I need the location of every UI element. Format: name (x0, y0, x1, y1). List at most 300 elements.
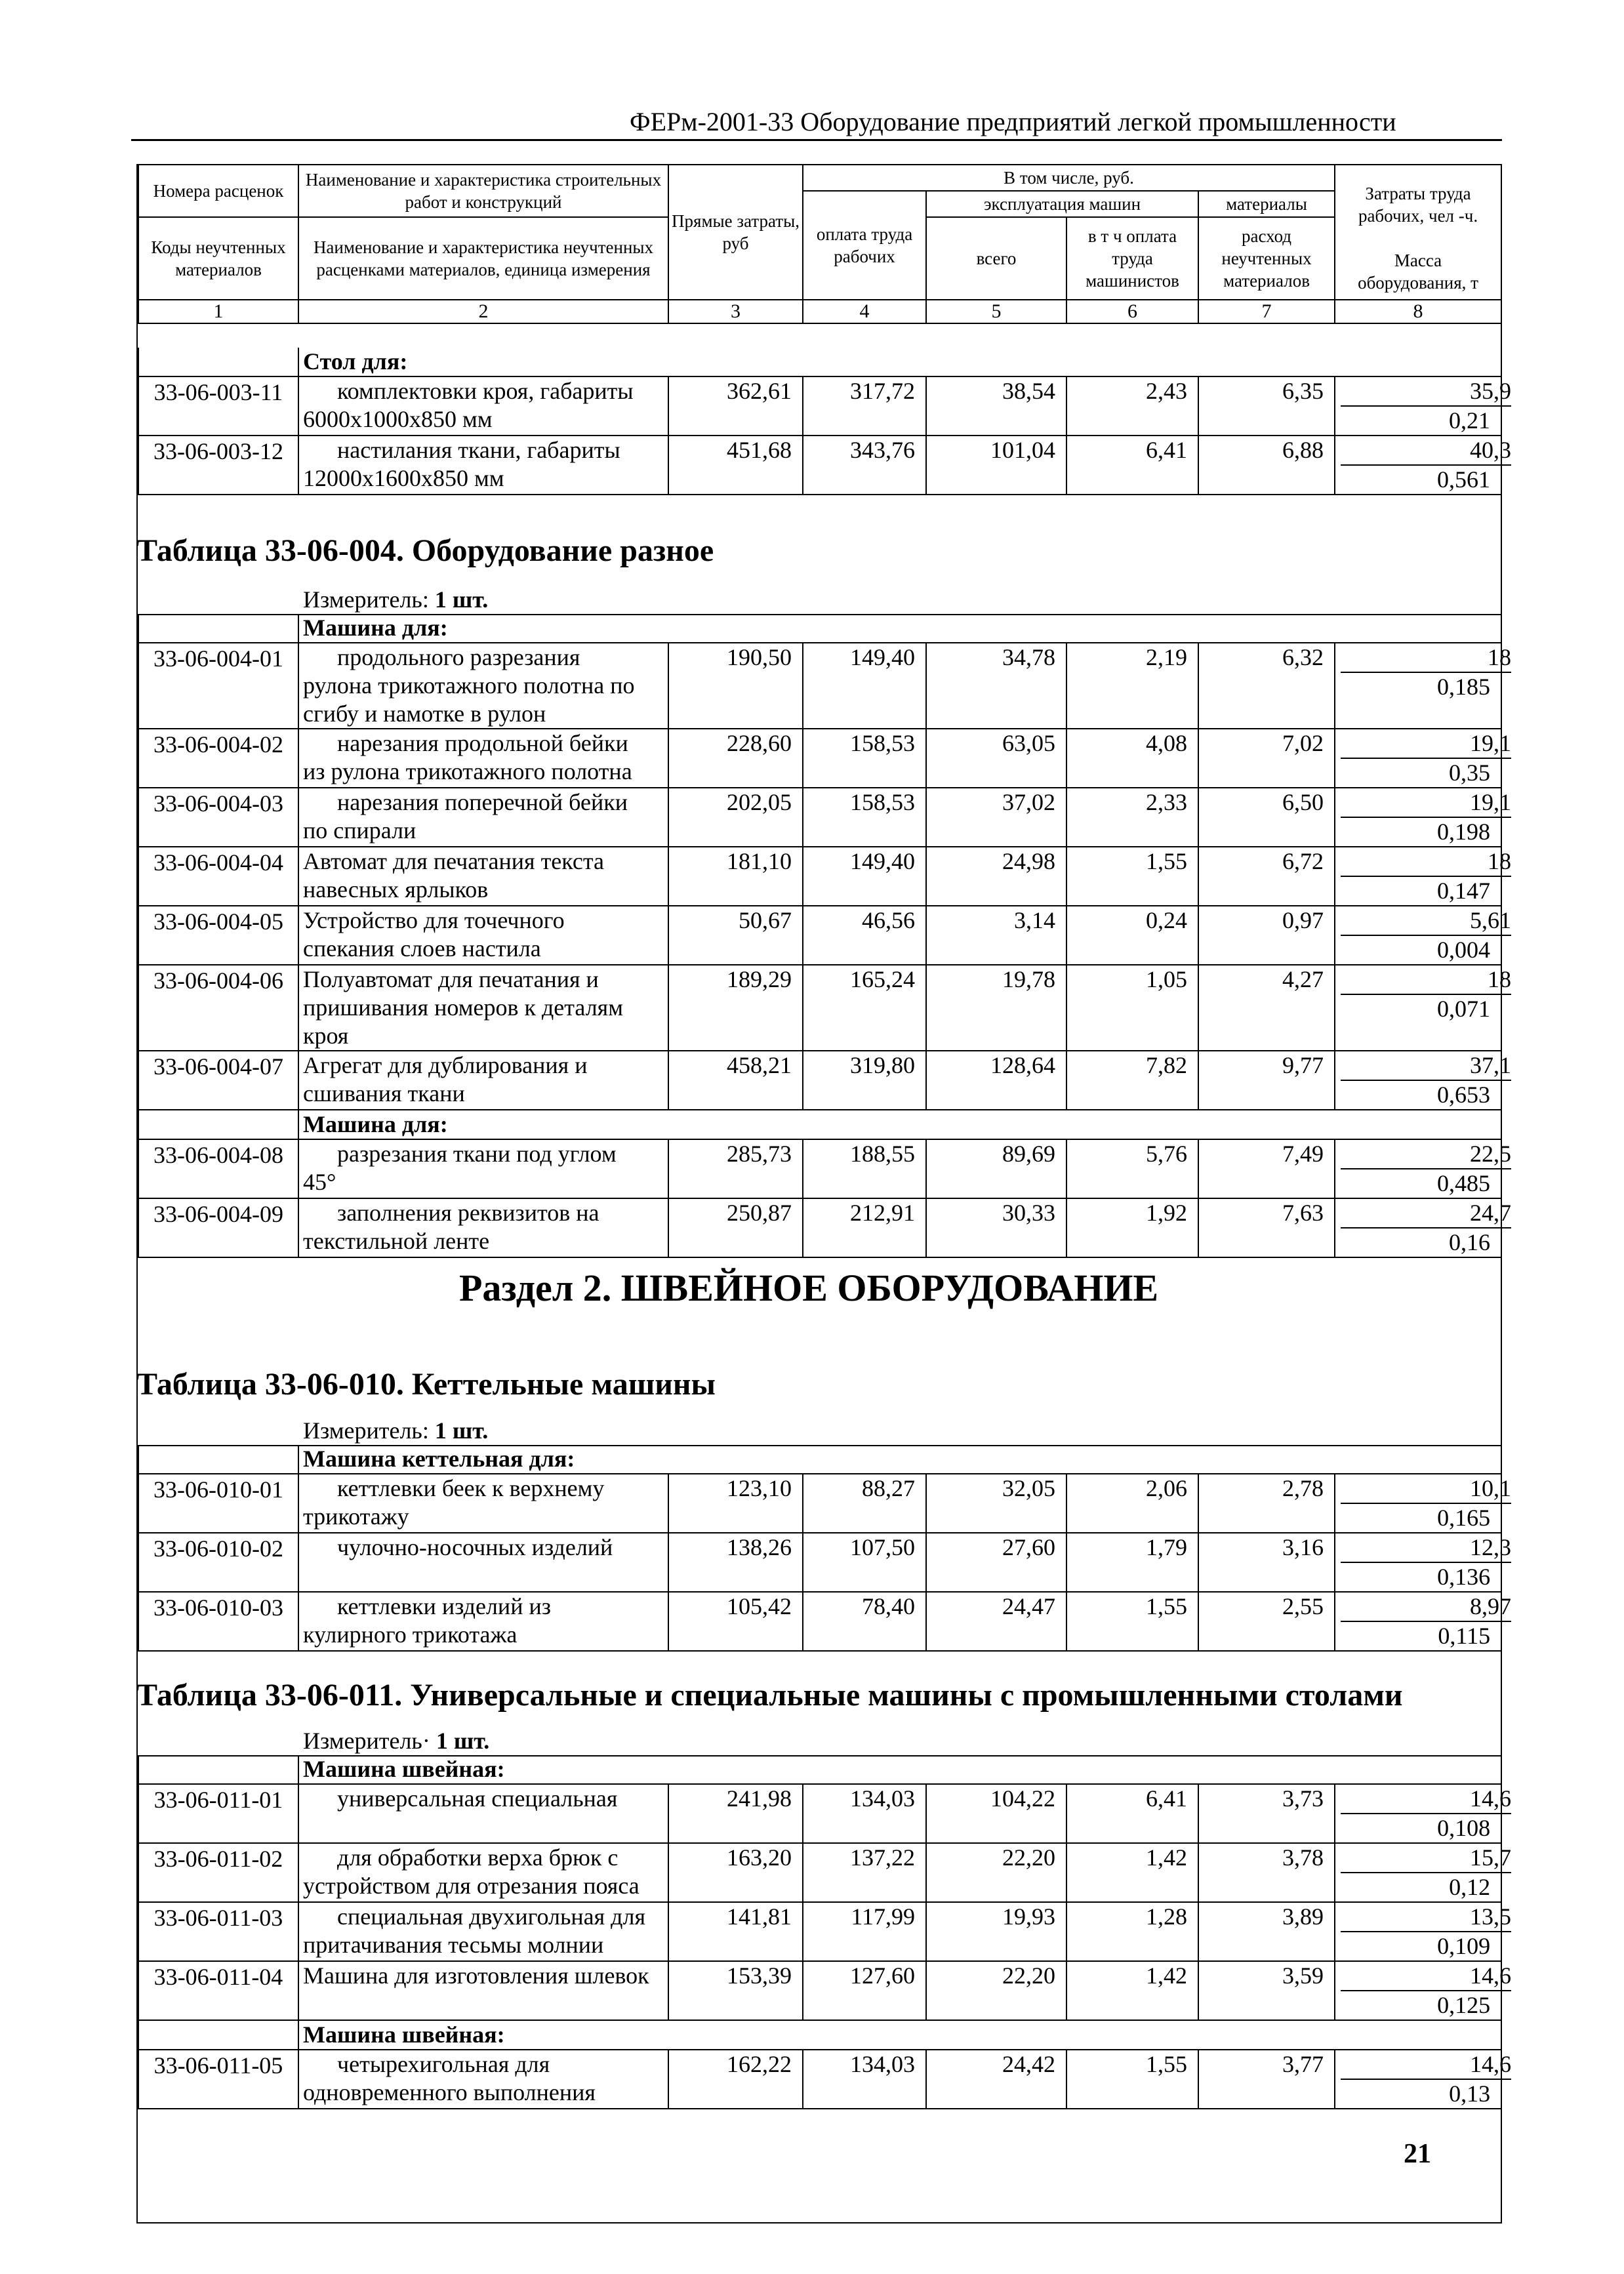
labor-costs: 5,61 (1341, 906, 1511, 936)
labor-and-mass (1335, 2050, 1511, 2109)
equipment-mass: 0,485 (1437, 1170, 1491, 1196)
work-description (298, 376, 668, 436)
description-line-2: из рулона трикотажного полотна (303, 758, 632, 784)
table-010-measure (303, 1417, 488, 1444)
direct-costs: 162,22 (668, 2050, 803, 2109)
header-direct-costs: Прямые затраты, руб (668, 165, 803, 300)
worker-pay: 343,76 (803, 436, 926, 495)
material-use: 0,97 (1198, 906, 1335, 965)
labor-costs: 8,97 (1341, 1593, 1511, 1622)
description-line-2: сшивания ткани (303, 1080, 465, 1107)
operator-pay: 2,19 (1066, 643, 1198, 729)
labor-costs: 40,3 (1341, 436, 1511, 466)
direct-costs: 362,61 (668, 376, 803, 436)
labor-and-mass (1335, 1961, 1511, 2020)
description-line-3: сгибу и намотке в рулон (303, 700, 546, 727)
measure-value: 1 шт. (434, 586, 489, 613)
work-description (298, 1592, 668, 1651)
rate-code: 33-06-011-05 (138, 2050, 298, 2109)
machines-total: 27,60 (926, 1533, 1066, 1592)
header-materials: материалы (1198, 191, 1335, 217)
page-number: 21 (1404, 2139, 1431, 2169)
work-description (298, 847, 668, 906)
header-colnum-4: 4 (803, 300, 926, 323)
operator-pay: 1,79 (1066, 1533, 1198, 1592)
material-use: 7,49 (1198, 1139, 1335, 1198)
labor-and-mass (1335, 1051, 1511, 1110)
rate-code: 33-06-004-05 (138, 906, 298, 965)
equipment-mass: 0,198 (1437, 819, 1491, 845)
table-011-measure (303, 1727, 489, 1755)
equipment-mass: 0,165 (1437, 1505, 1491, 1531)
material-use: 3,77 (1198, 2050, 1335, 2109)
table-004-title: Таблица 33-06-004. Оборудование разное (136, 533, 714, 568)
labor-costs: 35,9 (1341, 377, 1511, 407)
equipment-mass: 0,125 (1437, 1992, 1491, 2018)
material-use: 9,77 (1198, 1051, 1335, 1110)
rate-code: 33-06-004-04 (138, 847, 298, 906)
labor-costs: 22,5 (1341, 1140, 1511, 1169)
subheader-row (138, 614, 1501, 643)
rate-code: 33-06-003-11 (138, 376, 298, 436)
machines-total: 128,64 (926, 1051, 1066, 1110)
table-block-1 (138, 348, 1511, 495)
direct-costs: 458,21 (668, 1051, 803, 1110)
labor-and-mass (1335, 1474, 1511, 1533)
description-line-2: устройством для отрезания пояса (303, 1873, 639, 1899)
operator-pay: 1,28 (1066, 1902, 1198, 1961)
header-name-top: Наименование и характеристика строительных работ и конструкций (298, 165, 668, 217)
operator-pay: 2,06 (1066, 1474, 1198, 1533)
rate-code: 33-06-004-01 (138, 643, 298, 729)
equipment-mass: 0,004 (1437, 937, 1491, 963)
description-line-2: 6000х1000х850 мм (303, 406, 493, 432)
description-line-1: разрезания ткани под углом (337, 1141, 617, 1167)
worker-pay: 212,91 (803, 1198, 926, 1257)
work-description (298, 2050, 668, 2109)
worker-pay: 188,55 (803, 1139, 926, 1198)
labor-costs: 10,1 (1341, 1474, 1511, 1504)
blank-cell (138, 1110, 298, 1139)
description-line-1: Полуавтомат для печатания и (303, 966, 599, 992)
table-row (138, 847, 1501, 906)
work-description (298, 1843, 668, 1902)
table-row (138, 1198, 1501, 1257)
worker-pay: 165,24 (803, 965, 926, 1051)
measure-label: Измеритель· (303, 1728, 430, 1754)
labor-and-mass (1335, 906, 1511, 965)
direct-costs: 141,81 (668, 1902, 803, 1961)
worker-pay: 46,56 (803, 906, 926, 965)
table-row (138, 1592, 1501, 1651)
table-row (138, 1533, 1501, 1592)
measure-label: Измеритель: (303, 586, 429, 613)
blank-cell (138, 2020, 298, 2050)
direct-costs: 241,98 (668, 1784, 803, 1843)
operator-pay: 4,08 (1066, 729, 1198, 788)
equipment-mass: 0,147 (1437, 878, 1491, 904)
worker-pay: 158,53 (803, 788, 926, 847)
material-use: 3,78 (1198, 1843, 1335, 1902)
table-row (138, 643, 1501, 729)
description-line-2: трикотажу (303, 1503, 409, 1530)
equipment-mass: 0,653 (1437, 1082, 1491, 1108)
subheader-row (138, 348, 1501, 376)
worker-pay: 127,60 (803, 1961, 926, 2020)
work-description (298, 1139, 668, 1198)
equipment-mass: 0,16 (1449, 1229, 1491, 1255)
operator-pay: 6,41 (1066, 436, 1198, 495)
subheader-row (138, 2020, 1501, 2050)
table-row (138, 1784, 1501, 1843)
description-line-2: кулирного трикотажа (303, 1621, 518, 1648)
header-colnum-1: 1 (138, 300, 298, 323)
description-line-2: спекания слоев настила (303, 935, 541, 962)
table-010-title: Таблица 33-06-010. Кеттельные машины (136, 1367, 716, 1402)
table-row (138, 1961, 1501, 2020)
worker-pay: 78,40 (803, 1592, 926, 1651)
header-machines: эксплуатация машин (926, 191, 1198, 217)
description-line-2: пришивания номеров к деталям (303, 994, 624, 1021)
table-004-measure (303, 586, 488, 613)
work-description (298, 1961, 668, 2020)
rate-code: 33-06-004-07 (138, 1051, 298, 1110)
rate-code: 33-06-003-12 (138, 436, 298, 495)
subheader-label: Машина швейная: (298, 1755, 1501, 1784)
description-line-1: нарезания поперечной бейки (337, 789, 628, 815)
work-description (298, 729, 668, 788)
header-machines-total: всего (926, 217, 1066, 300)
header-colnum-8: 8 (1335, 300, 1501, 323)
description-line-2: 45° (303, 1169, 336, 1195)
direct-costs: 163,20 (668, 1843, 803, 1902)
header-labor-costs: Затраты труда рабочих, чел -ч. (1335, 165, 1501, 243)
description-line-1: четырехигольная для (337, 2051, 550, 2077)
machines-total: 34,78 (926, 643, 1066, 729)
rate-code: 33-06-011-04 (138, 1961, 298, 2020)
subheader-row (138, 1755, 1501, 1784)
blank-cell (138, 1755, 298, 1784)
machines-total: 19,93 (926, 1902, 1066, 1961)
title-rule (131, 139, 1502, 141)
labor-costs: 13,5 (1341, 1903, 1511, 1932)
direct-costs: 190,50 (668, 643, 803, 729)
labor-and-mass (1335, 1198, 1511, 1257)
header-operator-pay: в т ч оплата труда машинистов (1066, 217, 1198, 300)
operator-pay: 1,05 (1066, 965, 1198, 1051)
material-use: 7,63 (1198, 1198, 1335, 1257)
table-row (138, 1474, 1501, 1533)
machines-total: 32,05 (926, 1474, 1066, 1533)
subheader-label: Машина для: (298, 614, 1501, 643)
header-name-bottom: Наименование и характеристика неучтенных расценками материалов, единица измерения (298, 217, 668, 300)
section-title: Раздел 2. ШВЕЙНОЕ ОБОРУДОВАНИЕ (459, 1267, 1159, 1309)
labor-costs: 19,1 (1341, 729, 1511, 759)
material-use: 3,16 (1198, 1533, 1335, 1592)
description-line-1: кеттлевки беек к верхнему (337, 1475, 605, 1501)
description-line-1: кеттлевки изделий из (337, 1593, 551, 1619)
measure-value: 1 шт. (436, 1728, 490, 1754)
machines-total: 24,98 (926, 847, 1066, 906)
worker-pay: 149,40 (803, 643, 926, 729)
header-colnum-7: 7 (1198, 300, 1335, 323)
labor-and-mass (1335, 1139, 1511, 1198)
machines-total: 63,05 (926, 729, 1066, 788)
machines-total: 3,14 (926, 906, 1066, 965)
blank-cell (138, 1445, 298, 1474)
operator-pay: 6,41 (1066, 1784, 1198, 1843)
table-row (138, 1139, 1501, 1198)
rate-code: 33-06-004-03 (138, 788, 298, 847)
labor-and-mass (1335, 436, 1511, 495)
rate-code: 33-06-011-03 (138, 1902, 298, 1961)
labor-costs: 14,6 (1341, 1962, 1511, 1991)
labor-costs: 37,1 (1341, 1051, 1511, 1081)
labor-costs: 24,7 (1341, 1199, 1511, 1228)
description-line-1: настилания ткани, габариты (337, 437, 620, 463)
equipment-mass: 0,115 (1438, 1623, 1491, 1649)
operator-pay: 2,33 (1066, 788, 1198, 847)
description-line-1: для обработки верха брюк с (337, 1844, 619, 1871)
material-use: 3,89 (1198, 1902, 1335, 1961)
rate-code: 33-06-004-06 (138, 965, 298, 1051)
table-row (138, 906, 1501, 965)
direct-costs: 189,29 (668, 965, 803, 1051)
material-use: 4,27 (1198, 965, 1335, 1051)
material-use: 6,50 (1198, 788, 1335, 847)
subheader-label: Машина кеттельная для: (298, 1445, 1501, 1474)
header-worker-pay: оплата труда рабочих (803, 191, 926, 300)
header-colnum-6: 6 (1066, 300, 1198, 323)
subheader-row (138, 1445, 1501, 1474)
rate-code: 33-06-004-09 (138, 1198, 298, 1257)
labor-costs: 19,1 (1341, 788, 1511, 818)
work-description (298, 436, 668, 495)
work-description (298, 643, 668, 729)
description-line-1: продольного разрезания (337, 644, 580, 670)
table-011-title: Таблица 33-06-011. Универсальные и специальные машины с промышленными столами (136, 1678, 1403, 1713)
description-line-2: текстильной ленте (303, 1228, 490, 1254)
material-use: 2,78 (1198, 1474, 1335, 1533)
equipment-mass: 0,185 (1437, 674, 1491, 700)
machines-total: 22,20 (926, 1961, 1066, 2020)
description-line-1: универсальная специальная (337, 1785, 618, 1812)
description-line-1: Агрегат для дублирования и (303, 1052, 588, 1078)
description-line-1: Машина для изготовления шлевок (303, 1962, 649, 1989)
description-line-2: навесных ярлыков (303, 876, 489, 903)
measure-label: Измеритель: (303, 1417, 429, 1444)
header-codes-bottom: Коды неучтенных материалов (138, 217, 298, 300)
description-line-3: кроя (303, 1023, 349, 1049)
operator-pay: 1,42 (1066, 1961, 1198, 2020)
labor-costs: 15,7 (1341, 1844, 1511, 1873)
worker-pay: 158,53 (803, 729, 926, 788)
machines-total: 24,47 (926, 1592, 1066, 1651)
worker-pay: 134,03 (803, 1784, 926, 1843)
direct-costs: 138,26 (668, 1533, 803, 1592)
rate-code: 33-06-004-08 (138, 1139, 298, 1198)
subheader-label: Машина швейная: (298, 2020, 1501, 2050)
table-row (138, 1843, 1501, 1902)
operator-pay: 0,24 (1066, 906, 1198, 965)
header-equipment-mass: Масса оборудования, т (1335, 243, 1501, 300)
table-010 (138, 1445, 1511, 1652)
direct-costs: 50,67 (668, 906, 803, 965)
rate-code: 33-06-004-02 (138, 729, 298, 788)
material-use: 2,55 (1198, 1592, 1335, 1651)
description-line-1: нарезания продольной бейки (337, 730, 628, 756)
direct-costs: 285,73 (668, 1139, 803, 1198)
material-use: 3,73 (1198, 1784, 1335, 1843)
material-use: 6,32 (1198, 643, 1335, 729)
header-colnum-2: 2 (298, 300, 668, 323)
work-description (298, 1051, 668, 1110)
material-use: 7,02 (1198, 729, 1335, 788)
table-004 (138, 614, 1511, 1258)
operator-pay: 1,55 (1066, 2050, 1198, 2109)
machines-total: 104,22 (926, 1784, 1066, 1843)
operator-pay: 7,82 (1066, 1051, 1198, 1110)
labor-and-mass (1335, 1843, 1511, 1902)
labor-and-mass (1335, 1533, 1511, 1592)
work-description (298, 1784, 668, 1843)
labor-and-mass (1335, 788, 1511, 847)
blank-cell (138, 348, 298, 376)
description-line-2: одновременного выполнения (303, 2079, 596, 2105)
work-description (298, 788, 668, 847)
description-line-1: заполнения реквизитов на (337, 1200, 599, 1226)
header-colnum-3: 3 (668, 300, 803, 323)
direct-costs: 105,42 (668, 1592, 803, 1651)
subheader-row (138, 1110, 1501, 1139)
table-row (138, 729, 1501, 788)
labor-and-mass (1335, 729, 1511, 788)
work-description (298, 1533, 668, 1592)
table-row (138, 965, 1501, 1051)
direct-costs: 153,39 (668, 1961, 803, 2020)
header-codes-top: Номера расценок (138, 165, 298, 217)
rate-code: 33-06-011-01 (138, 1784, 298, 1843)
direct-costs: 181,10 (668, 847, 803, 906)
worker-pay: 317,72 (803, 376, 926, 436)
description-line-1: комплектовки кроя, габариты (337, 378, 634, 404)
operator-pay: 1,55 (1066, 847, 1198, 906)
subheader-label: Стол для: (298, 348, 1501, 376)
work-description (298, 965, 668, 1051)
machines-total: 101,04 (926, 436, 1066, 495)
subheader-label: Машина для: (298, 1110, 1501, 1139)
description-line-2: 12000х1600х850 мм (303, 465, 504, 491)
rate-code: 33-06-011-02 (138, 1843, 298, 1902)
operator-pay: 1,55 (1066, 1592, 1198, 1651)
equipment-mass: 0,109 (1437, 1933, 1491, 1959)
machines-total: 19,78 (926, 965, 1066, 1051)
rate-code: 33-06-010-03 (138, 1592, 298, 1651)
table-011 (138, 1755, 1511, 2109)
labor-costs: 14,6 (1341, 1785, 1511, 1814)
equipment-mass: 0,12 (1449, 1874, 1491, 1900)
description-line-1: Автомат для печатания текста (303, 848, 604, 874)
equipment-mass: 0,108 (1437, 1815, 1491, 1841)
direct-costs: 228,60 (668, 729, 803, 788)
equipment-mass: 0,136 (1437, 1564, 1491, 1590)
equipment-mass: 0,21 (1449, 407, 1490, 434)
description-line-2: по спирали (303, 817, 416, 843)
description-line-1: чулочно-носочных изделий (337, 1534, 613, 1560)
labor-costs: 18 (1341, 965, 1511, 995)
header-colnum-5: 5 (926, 300, 1066, 323)
labor-costs: 12,3 (1341, 1533, 1511, 1563)
description-line-2: притачивания тесьмы молнии (303, 1932, 604, 1958)
measure-value: 1 шт. (434, 1417, 489, 1444)
material-use: 6,72 (1198, 847, 1335, 906)
labor-costs: 14,6 (1341, 2050, 1511, 2080)
table-row (138, 788, 1501, 847)
table-row (138, 1051, 1501, 1110)
machines-total: 30,33 (926, 1198, 1066, 1257)
machines-total: 89,69 (926, 1139, 1066, 1198)
material-use: 6,35 (1198, 376, 1335, 436)
labor-and-mass (1335, 376, 1511, 436)
machines-total: 22,20 (926, 1843, 1066, 1902)
header-material-use: расход неучтенных материалов (1198, 217, 1335, 300)
labor-and-mass (1335, 1592, 1511, 1651)
labor-and-mass (1335, 1784, 1511, 1843)
equipment-mass: 0,071 (1437, 996, 1491, 1022)
operator-pay: 1,92 (1066, 1198, 1198, 1257)
machines-total: 37,02 (926, 788, 1066, 847)
equipment-mass: 0,35 (1449, 760, 1491, 786)
rate-code: 33-06-010-01 (138, 1474, 298, 1533)
operator-pay: 5,76 (1066, 1139, 1198, 1198)
work-description (298, 1474, 668, 1533)
description-line-1: специальная двухигольная для (337, 1903, 646, 1930)
work-description (298, 906, 668, 965)
labor-and-mass (1335, 1902, 1511, 1961)
direct-costs: 451,68 (668, 436, 803, 495)
table-header (138, 164, 1502, 324)
direct-costs: 250,87 (668, 1198, 803, 1257)
table-row (138, 436, 1501, 495)
equipment-mass: 0,13 (1449, 2081, 1491, 2107)
direct-costs: 202,05 (668, 788, 803, 847)
table-row (138, 2050, 1501, 2109)
material-use: 6,88 (1198, 436, 1335, 495)
worker-pay: 107,50 (803, 1533, 926, 1592)
description-line-2: рулона трикотажного полотна по (303, 672, 635, 699)
direct-costs: 123,10 (668, 1474, 803, 1533)
description-line-1: Устройство для точечного (303, 907, 565, 933)
document-running-title: ФЕРм-2001-33 Оборудование предприятий легкой промышленности (630, 107, 1396, 136)
worker-pay: 319,80 (803, 1051, 926, 1110)
worker-pay: 134,03 (803, 2050, 926, 2109)
work-description (298, 1198, 668, 1257)
worker-pay: 117,99 (803, 1902, 926, 1961)
table-row (138, 1902, 1501, 1961)
material-use: 3,59 (1198, 1961, 1335, 2020)
worker-pay: 149,40 (803, 847, 926, 906)
operator-pay: 1,42 (1066, 1843, 1198, 1902)
machines-total: 38,54 (926, 376, 1066, 436)
labor-and-mass (1335, 643, 1511, 729)
work-description (298, 1902, 668, 1961)
labor-costs: 18 (1341, 847, 1511, 877)
machines-total: 24,42 (926, 2050, 1066, 2109)
labor-and-mass (1335, 965, 1511, 1051)
operator-pay: 2,43 (1066, 376, 1198, 436)
rate-code: 33-06-010-02 (138, 1533, 298, 1592)
header-in-total: В том числе, руб. (803, 165, 1335, 191)
